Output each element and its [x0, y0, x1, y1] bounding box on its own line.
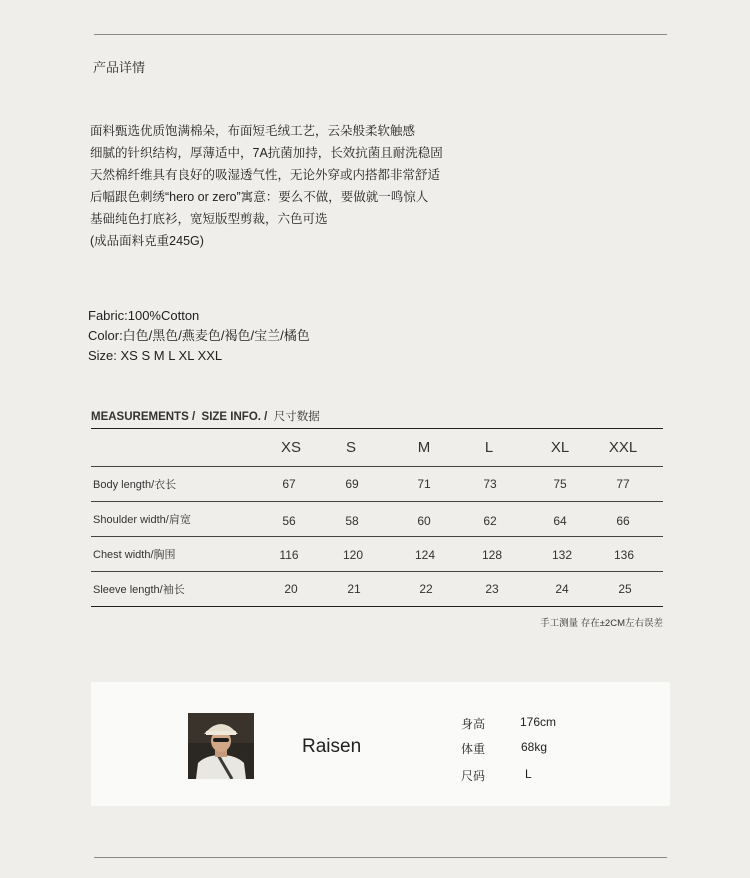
- table-row: [91, 536, 663, 571]
- table-cell: 64: [553, 514, 567, 528]
- description-line: 面料甄选优质饱满棉朵，布面短毛绒工艺，云朵般柔软触感: [90, 124, 416, 138]
- table-cell: 62: [483, 514, 497, 528]
- size-table: [91, 428, 663, 607]
- measurements-title-cn: 尺寸数据: [273, 411, 320, 423]
- table-cell: 23: [485, 582, 499, 596]
- section-title: 产品详情: [93, 60, 146, 75]
- table-cell: 116: [279, 548, 299, 562]
- measurements-title-en: MEASUREMENTS /: [91, 411, 196, 423]
- measurement-note: 手工测量 存在±2CM左右误差: [540, 618, 663, 629]
- model-photo-image: [188, 713, 254, 779]
- size-header-l: L: [484, 439, 494, 456]
- table-cell: 136: [613, 548, 635, 562]
- row-label-body-length: Body length/衣长: [93, 479, 177, 491]
- size-header-xs: XS: [280, 439, 301, 456]
- description-line: 细腻的针织结构，厚薄适中，7A抗菌加持，长效抗菌且耐洗稳固: [90, 146, 443, 160]
- table-cell: 56: [282, 514, 296, 528]
- description-line: 基础纯色打底衫，宽短版型剪裁，六色可选: [90, 212, 328, 226]
- row-label-chest-width: Chest width/胸围: [93, 549, 176, 561]
- height-value: 176cm: [520, 715, 557, 729]
- size-value: L: [525, 767, 532, 781]
- model-name: Raisen: [302, 736, 362, 757]
- size-header-s: S: [345, 439, 356, 456]
- table-cell: 75: [553, 477, 567, 491]
- table-row: [91, 501, 663, 536]
- table-cell: 20: [284, 582, 298, 596]
- weight-value: 68kg: [521, 740, 548, 754]
- table-cell: 69: [345, 477, 359, 491]
- table-row: [91, 571, 663, 607]
- model-photo: [188, 713, 254, 779]
- row-label-sleeve-length: Sleeve length/袖长: [93, 584, 185, 596]
- product-description: [90, 120, 443, 252]
- table-cell: 124: [414, 548, 436, 562]
- product-specs: [88, 306, 310, 366]
- table-cell: 120: [342, 548, 364, 562]
- table-cell: 67: [282, 477, 296, 491]
- table-cell: 66: [616, 514, 630, 528]
- size-info-title-en: SIZE INFO. /: [201, 411, 268, 423]
- table-cell: 25: [618, 582, 632, 596]
- row-label-shoulder-width: Shoulder width/肩宽: [93, 514, 191, 526]
- height-label: 身高: [461, 717, 486, 731]
- model-card: [91, 682, 670, 806]
- size-header-row: [91, 428, 663, 466]
- table-cell: 71: [417, 477, 431, 491]
- fabric-spec: Fabric:100%Cotton: [88, 308, 200, 323]
- table-cell: 58: [345, 514, 359, 528]
- description-line: (成品面料克重245G): [90, 234, 204, 248]
- bottom-divider: [94, 857, 667, 858]
- table-cell: 24: [555, 582, 569, 596]
- weight-label: 体重: [461, 742, 486, 756]
- table-cell: 21: [347, 582, 361, 596]
- table-cell: 60: [417, 514, 431, 528]
- size-spec: Size: XS S M L XL XXL: [88, 348, 223, 363]
- size-header-xxl: XXL: [608, 439, 638, 456]
- description-line: 后幅跟色刺绣“hero or zero”寓意：要么不做，要做就一鸣惊人: [90, 190, 429, 204]
- table-cell: 22: [419, 582, 433, 596]
- description-line: 天然棉纤维具有良好的吸湿透气性，无论外穿或内搭都非常舒适: [90, 168, 441, 182]
- measurements-title: [91, 408, 320, 424]
- table-cell: 132: [551, 548, 573, 562]
- size-header-m: M: [417, 439, 431, 456]
- top-divider: [94, 34, 667, 35]
- table-cell: 128: [481, 548, 503, 562]
- size-label: 尺码: [461, 769, 486, 783]
- size-header-xl: XL: [550, 439, 570, 456]
- table-cell: 73: [483, 477, 497, 491]
- color-spec: Color:白色/黑色/燕麦色/褐色/宝兰/橘色: [88, 328, 310, 343]
- table-row: [91, 466, 663, 501]
- table-cell: 77: [616, 477, 630, 491]
